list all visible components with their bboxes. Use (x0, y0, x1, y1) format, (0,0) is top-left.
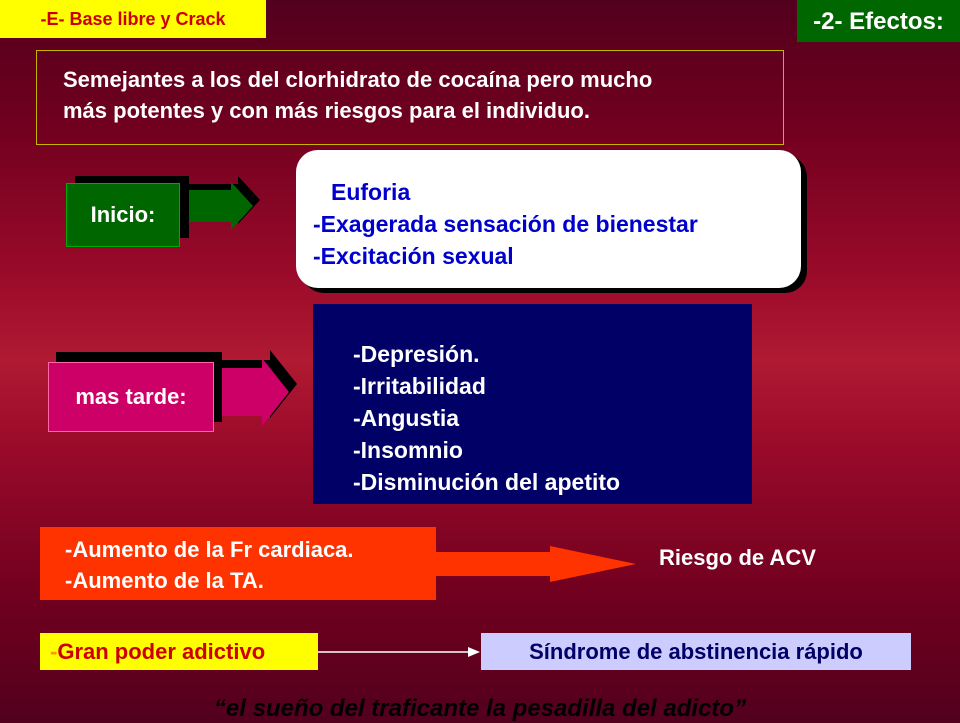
effects-title: -2- Efectos: (797, 0, 960, 42)
cardio-item: -Aumento de la TA. (65, 568, 264, 593)
onset-item: Euforia (331, 179, 411, 205)
cardio-item: -Aumento de la Fr cardiaca. (65, 537, 354, 562)
closing-quote: “el sueño del traficante la pesadilla del adicto” (213, 695, 747, 722)
onset-item: -Exagerada sensación de bienestar (313, 211, 698, 237)
later-item: -Disminución del apetito (353, 469, 621, 495)
onset-item: -Excitación sexual (313, 243, 514, 269)
section-label: -E- Base libre y Crack (0, 0, 266, 38)
intro-line-1: Semejantes a los del clorhidrato de cocaína pero mucho (63, 67, 653, 92)
later-item: -Irritabilidad (353, 373, 486, 399)
risk-label: Riesgo de ACV (659, 545, 816, 570)
addictive-label: Gran poder adictivo (57, 639, 266, 664)
addictive-box (40, 633, 318, 670)
later-item: -Angustia (353, 405, 460, 431)
later-tag: mas tarde: (48, 362, 214, 432)
later-effects-box (313, 304, 752, 504)
addictive-dash: - (50, 639, 58, 664)
cardio-effects-box (40, 527, 436, 600)
onset-effects-box (296, 150, 801, 288)
later-item: -Depresión. (353, 341, 480, 367)
intro-box (36, 50, 784, 145)
intro-line-2: más potentes y con más riesgos para el individuo. (63, 98, 590, 123)
withdrawal-box: Síndrome de abstinencia rápido (481, 633, 911, 670)
addiction-arrow (318, 644, 482, 660)
later-item: -Insomnio (353, 437, 463, 463)
onset-tag: Inicio: (66, 183, 180, 247)
cardio-arrow (430, 542, 645, 586)
